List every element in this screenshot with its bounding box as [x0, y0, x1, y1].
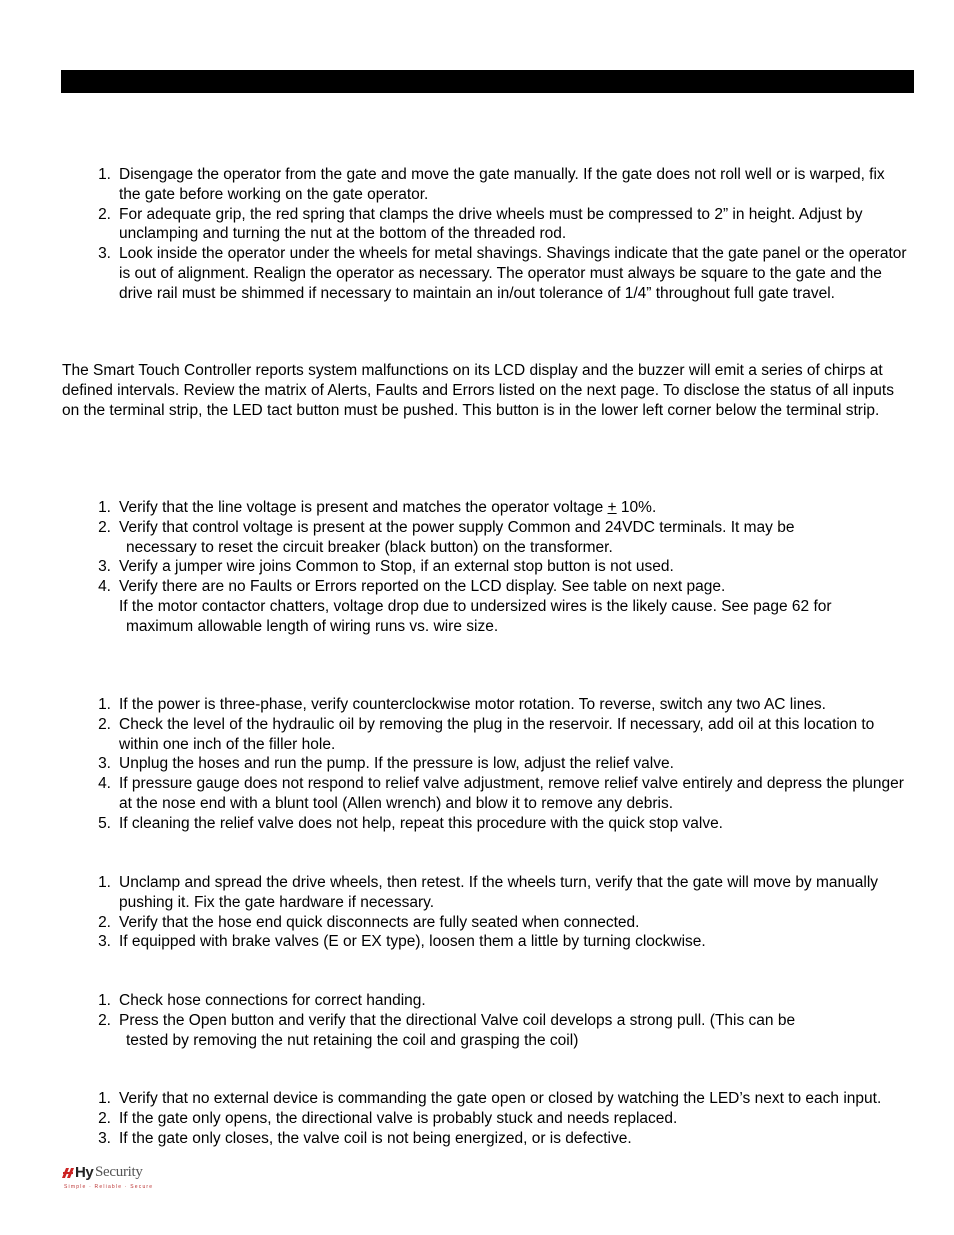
controller-paragraph: The Smart Touch Controller reports system malfunctions on its LCD display and the buzzer will emit a series of chirps at defined intervals. Review the matrix of Alerts, Faults and Errors listed on the next page. To disclose the status of all inputs on the terminal strip, the LED tact button must be pushed. This button is in the lower left corner below the terminal strip. [62, 362, 894, 419]
power-check-list [98, 498, 914, 637]
direction-check-list [98, 1089, 909, 1148]
logo-hy-text: Hy [75, 1164, 94, 1181]
list-item: 3. Unplug the hoses and run the pump. If the pressure is low, adjust the relief valve. [98, 755, 674, 773]
logo-tagline: Simple · Reliable · Secure [64, 1184, 154, 1190]
hose-check-list [98, 991, 914, 1050]
list-item: 5. If cleaning the relief valve does not help, repeat this procedure with the quick stop valve. [98, 814, 723, 832]
list-item: 2. For adequate grip, the red spring that clamps the drive wheels must be compressed to 2” in height. Adjust by unclamping and turning the nut at the bottom of the threaded rod. [98, 205, 863, 243]
gate-inspection-list [98, 165, 909, 304]
list-item: 2. Check the level of the hydraulic oil by removing the plug in the reservoir. If necessary, add oil at this location to within one inch of the filler hole. [98, 715, 875, 753]
list-item: 1. If the power is three-phase, verify counterclockwise motor rotation. To reverse, switch any two AC lines. [98, 696, 826, 713]
hydraulic-check-list [98, 695, 914, 834]
logo-mark-icon [61, 1166, 75, 1180]
list-item: 1. Disengage the operator from the gate and move the gate manually. If the gate does not roll well or is warped, fix the gate before working on the gate operator. [98, 166, 885, 203]
list-item: 4. Verify there are no Faults or Errors reported on the LCD display. See table on next page. [98, 578, 726, 596]
list-item: 2. Press the Open button and verify that the directional Valve coil develops a strong pull. (This can be tested by removing the nut retaining the coil and grasping the coil) [98, 1011, 796, 1049]
list-item: 3. Verify a jumper wire joins Common to Stop, if an external stop button is not used. [98, 558, 674, 576]
list-item: 2. Verify that the hose end quick disconnects are fully seated when connected. [98, 913, 640, 931]
list-item: 3. If equipped with brake valves (E or EX type), loosen them a little by turning clockwise. [98, 933, 706, 951]
list-item: 1. Verify that the line voltage is present and matches the operator voltage + 10%. [98, 499, 657, 516]
list-item: 2. If the gate only opens, the directional valve is probably stuck and needs replaced. [98, 1109, 678, 1127]
logo-security-text: Security [95, 1164, 143, 1180]
list-item: 3. If the gate only closes, the valve coil is not being energized, or is defective. [98, 1129, 632, 1147]
list-item: 1. Unclamp and spread the drive wheels, then retest. If the wheels turn, verify that the gate will move by manually pushing it. Fix the gate hardware if necessary. [98, 874, 879, 911]
list-item: 1. Check hose connections for correct handing. [98, 992, 426, 1009]
hysecurity-logo [61, 1164, 161, 1194]
list-item: 4. If pressure gauge does not respond to relief valve adjustment, remove relief valve entirely and depress the plunger at the nose end with a blunt tool (Allen wrench) and blow it to remove any debris. [98, 775, 904, 812]
list-item: 1. Verify that no external device is commanding the gate open or closed by watching the LED’s next to each input. [98, 1090, 882, 1107]
header-bar [61, 70, 914, 93]
list-item: 2. Verify that control voltage is present at the power supply Common and 24VDC terminals. It may be necessary to reset the circuit breaker (black button) on the transformer. [98, 518, 795, 556]
list-item: 3. Look inside the operator under the wheels for metal shavings. Shavings indicate that the gate panel or the operator is out of alignment. Realign the operator as necessary. The operator must always be square to the gate and the drive rail must be shimmed if necessary to maintain an in/out tolerance of 1/4” throughout full gate travel. [98, 245, 907, 302]
drive-wheel-check-list [98, 873, 914, 952]
list-item: If the motor contactor chatters, voltage drop due to undersized wires is the likely cause. See page 62 for maximum allowable length of wiring runs vs. wire size. [119, 597, 832, 635]
